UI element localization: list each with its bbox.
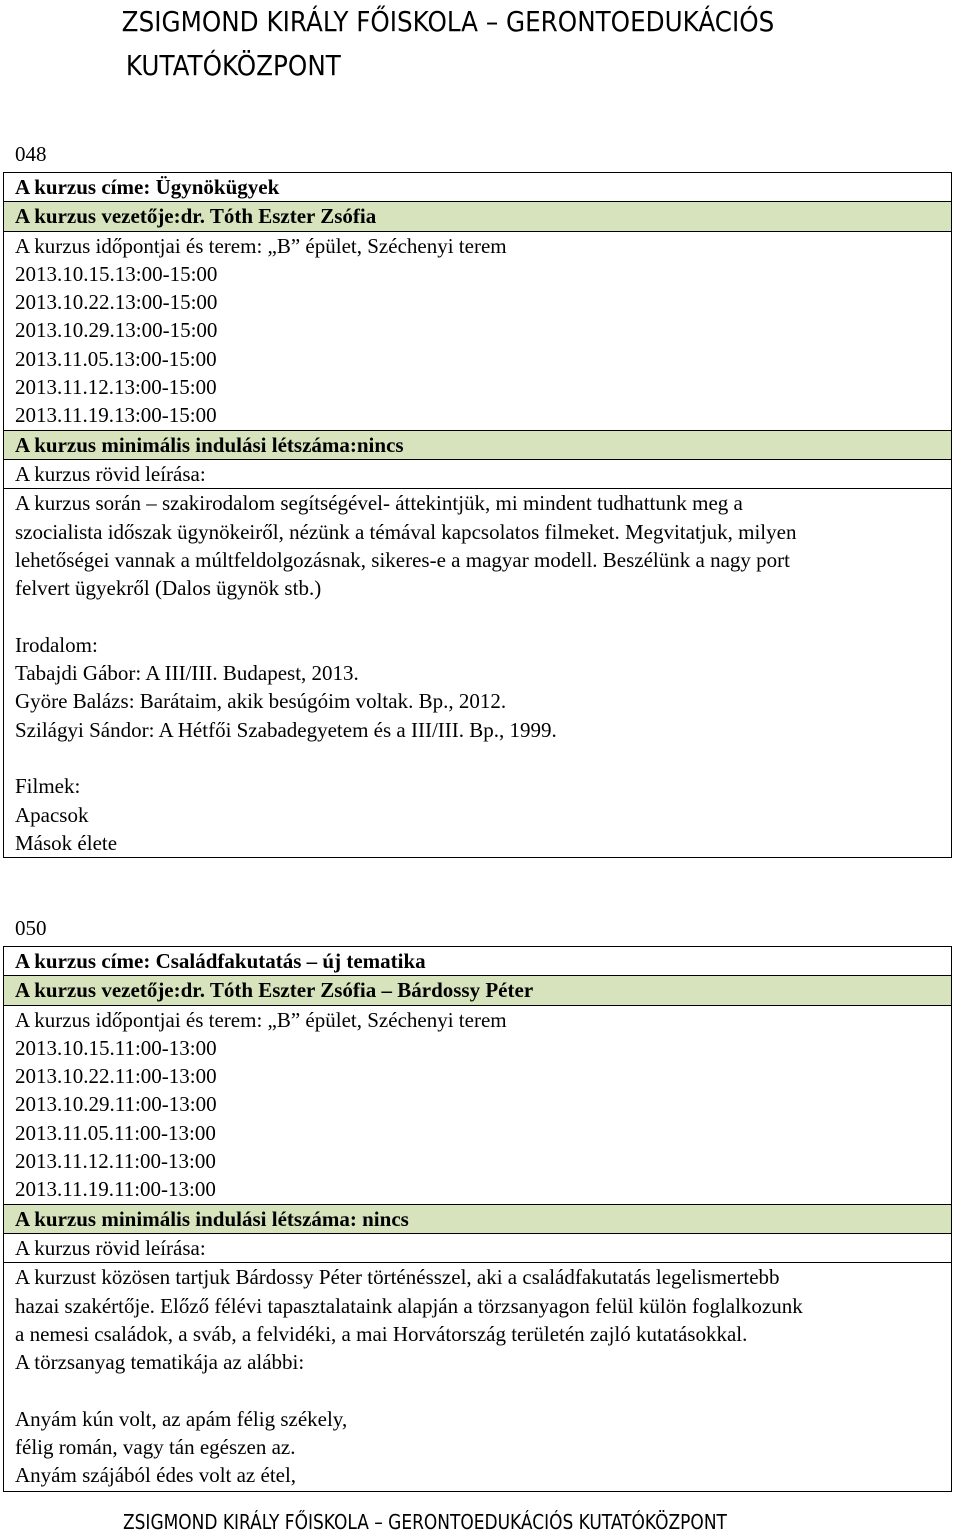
page-header bbox=[96, 0, 800, 88]
date-row: 2013.11.12.11:00-13:00 bbox=[15, 1149, 216, 1174]
spacer bbox=[4, 744, 951, 772]
course-table bbox=[3, 946, 952, 1492]
description-line: A kurzust közösen tartjuk Bárdossy Péter történésszel, aki a családfakutatás legelismertebb bbox=[15, 1265, 780, 1290]
date-row: 2013.11.12.13:00-15:00 bbox=[15, 375, 217, 400]
films-label: Filmek: bbox=[15, 774, 81, 799]
date-row: 2013.10.22.11:00-13:00 bbox=[15, 1064, 217, 1089]
course-leader: A kurzus vezetője:dr. Tóth Eszter Zsófia bbox=[4, 202, 951, 231]
header-line-2: KUTATÓKÖZPONT bbox=[125, 49, 341, 82]
description-line: felvert ügyekről (Dalos ügynök stb.) bbox=[15, 576, 322, 601]
course-table bbox=[3, 172, 952, 858]
date-row: 2013.11.05.11:00-13:00 bbox=[15, 1120, 216, 1145]
literature-item: Györe Balázs: Barátaim, akik besúgóim voltak. Bp., 2012. bbox=[15, 689, 507, 714]
date-row: 2013.10.15.11:00-13:00 bbox=[15, 1035, 217, 1060]
description-label: A kurzus rövid leírása: bbox=[4, 1234, 951, 1263]
description-line: lehetőségei vannak a múltfeldolgozásnak, sikeres-e a magyar modell. Beszélünk a nagy port bbox=[15, 547, 790, 572]
course-leader: A kurzus vezetője:dr. Tóth Eszter Zsófia – Bárdossy Péter bbox=[4, 976, 951, 1005]
course-title: A kurzus címe: Ügynökügyek bbox=[4, 173, 951, 202]
film-item: Mások élete bbox=[15, 830, 118, 855]
literature-item: Tabajdi Gábor: A III/III. Budapest, 2013. bbox=[15, 661, 359, 686]
header-line-1: ZSIGMOND KIRÁLY FŐISKOLA – GERONTOEDUKÁCIÓS bbox=[121, 5, 775, 38]
page-footer: ZSIGMOND KIRÁLY FŐISKOLA – GERONTOEDUKÁCIÓS KUTATÓKÖZPONT bbox=[123, 1510, 727, 1534]
date-row: 2013.11.05.13:00-15:00 bbox=[15, 346, 217, 371]
spacer bbox=[4, 602, 951, 630]
description-line: szocialista időszak ügynökeiről, nézünk a témával kapcsolatos filmeket. Megvitatjuk, milyen bbox=[15, 519, 797, 544]
description-line: a nemesi családok, a sváb, a felvidéki, a mai Horvátország területén zajló kutatásokkal. bbox=[15, 1321, 748, 1346]
date-row: 2013.11.19.13:00-15:00 bbox=[15, 403, 217, 428]
description-label: A kurzus rövid leírása: bbox=[4, 460, 951, 489]
poem-line: Anyám kún volt, az apám félig székely, bbox=[15, 1406, 348, 1431]
course-code: 048 bbox=[15, 142, 47, 166]
description-line: A kurzus során – szakirodalom segítségével- áttekintjük, mi mindent tudhattunk meg a bbox=[15, 491, 743, 516]
min-size: A kurzus minimális indulási létszáma:nincs bbox=[4, 430, 951, 460]
spacer bbox=[4, 1376, 951, 1404]
poem-line: Anyám szájából édes volt az étel, bbox=[15, 1463, 297, 1488]
course-title: A kurzus címe: Családfakutatás – új tematika bbox=[4, 947, 951, 976]
schedule-label: A kurzus időpontjai és terem: „B” épület, Széchenyi terem bbox=[15, 233, 507, 258]
date-row: 2013.10.29.13:00-15:00 bbox=[15, 318, 218, 343]
date-row: 2013.10.22.13:00-15:00 bbox=[15, 290, 218, 315]
literature-item: Szilágyi Sándor: A Hétfői Szabadegyetem és a III/III. Bp., 1999. bbox=[15, 717, 557, 742]
date-row: 2013.11.19.11:00-13:00 bbox=[15, 1177, 216, 1202]
min-size: A kurzus minimális indulási létszáma: nincs bbox=[4, 1204, 951, 1234]
schedule-label: A kurzus időpontjai és terem: „B” épület, Széchenyi terem bbox=[15, 1007, 507, 1032]
description-line: hazai szakértője. Előző félévi tapasztalataink alapján a törzsanyagon felül külön foglalkozunk bbox=[15, 1293, 803, 1318]
course-code: 050 bbox=[15, 916, 47, 940]
description-line: A törzsanyag tematikája az alábbi: bbox=[15, 1350, 305, 1375]
poem-line: félig román, vagy tán egészen az. bbox=[15, 1435, 296, 1460]
date-row: 2013.10.15.13:00-15:00 bbox=[15, 261, 218, 286]
date-row: 2013.10.29.11:00-13:00 bbox=[15, 1092, 217, 1117]
literature-label: Irodalom: bbox=[15, 632, 98, 657]
film-item: Apacsok bbox=[15, 802, 89, 827]
